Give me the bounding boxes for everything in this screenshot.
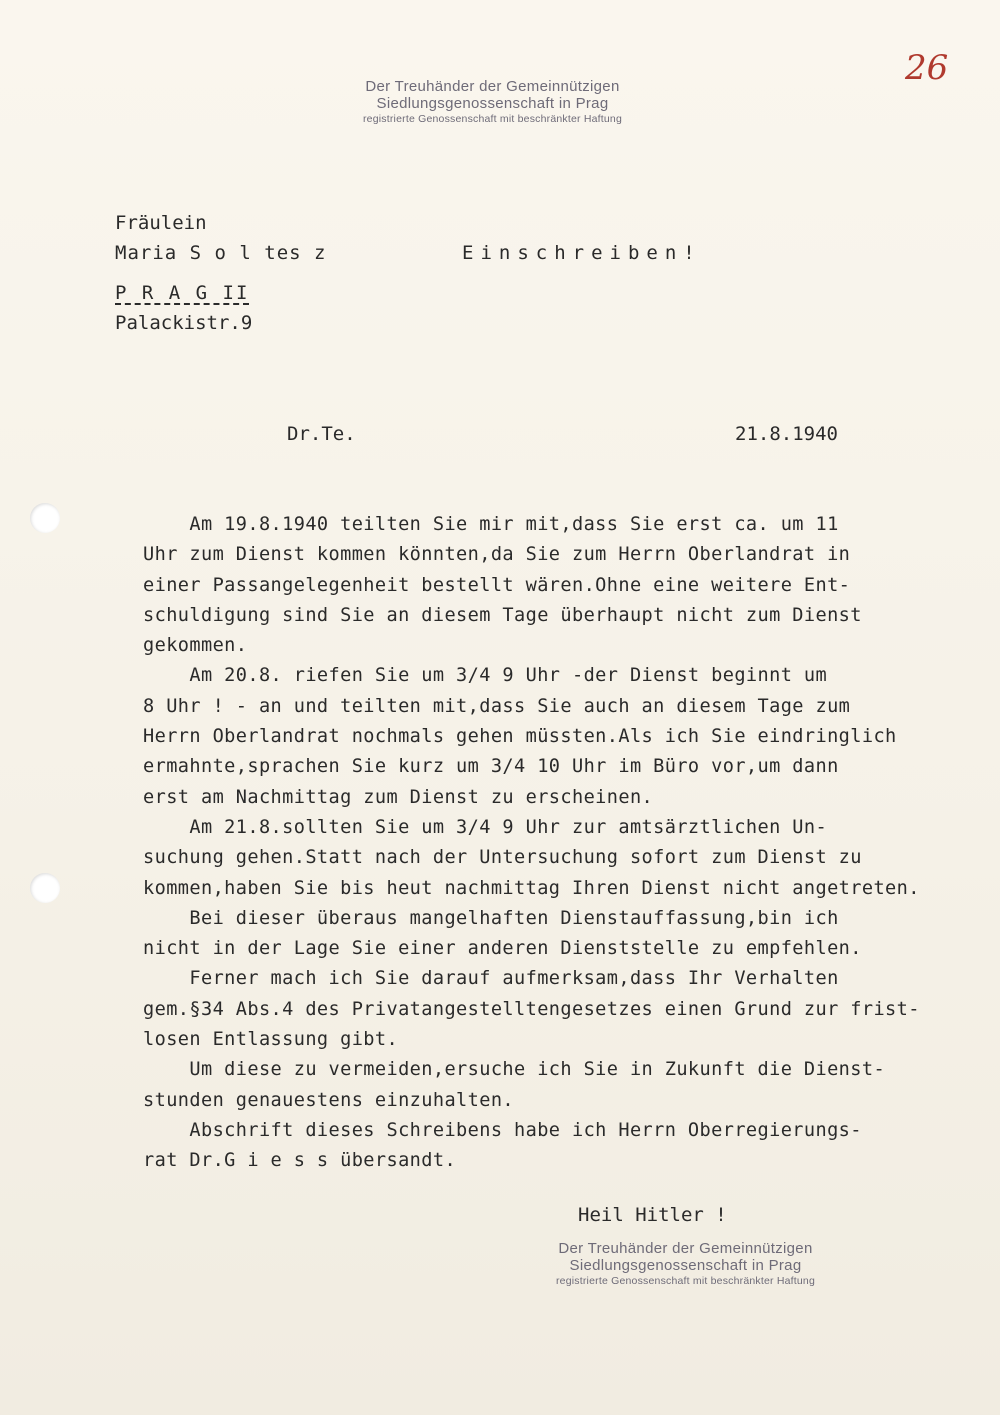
registered-mail-label: Einschreiben!: [462, 242, 702, 264]
reference-initials: Dr.Te.: [287, 423, 356, 445]
recipient-salutation: Fräulein: [115, 212, 207, 234]
body-line: gekommen.: [143, 635, 248, 657]
body-line: gem.§34 Abs.4 des Privatangestelltengesetzes einen Grund zur frist-: [143, 998, 920, 1020]
closing-greeting: Heil Hitler !: [578, 1204, 727, 1226]
letter-body: [143, 510, 963, 1177]
body-line: Ferner mach ich Sie darauf aufmerksam,dass Ihr Verhalten: [143, 968, 839, 990]
signature-stamp-line1: Der Treuhänder der Gemeinnützigen: [558, 1240, 813, 1257]
body-line: Abschrift dieses Schreibens habe ich Herrn Oberregierungs-: [143, 1119, 862, 1141]
body-line: losen Entlassung gibt.: [143, 1029, 399, 1051]
body-line: erst am Nachmittag zum Dienst zu erscheinen.: [143, 786, 654, 808]
body-line: Am 19.8.1940 teilten Sie mir mit,dass Sie erst ca. um 11: [143, 514, 839, 535]
punch-hole: [30, 503, 60, 533]
body-line: 8 Uhr ! - an und teilten mit,dass Sie auch an diesem Tage zum: [143, 695, 851, 717]
body-line: Bei dieser überaus mangelhaften Dienstauffassung,bin ich: [143, 907, 839, 929]
recipient-name: Maria S o l tes z: [115, 242, 327, 264]
body-line: rat Dr.G i e s s übersandt.: [143, 1150, 457, 1172]
signature-stamp-line3: registrierte Genossenschaft mit beschränkter Haftung: [555, 1275, 816, 1287]
body-line: einer Passangelegenheit bestellt wären.Ohne eine weitere Ent-: [143, 574, 851, 596]
signature-stamp: [488, 1240, 883, 1287]
body-line: Am 20.8. riefen Sie um 3/4 9 Uhr -der Dienst beginnt um: [143, 665, 828, 687]
letterhead-line1: Der Treuhänder der Gemeinnützigen: [365, 78, 620, 95]
body-line: ermahnte,sprachen Sie kurz um 3/4 10 Uhr im Büro vor,um dann: [143, 756, 839, 778]
body-line: schuldigung sind Sie an diesem Tage überhaupt nicht zum Dienst: [143, 604, 862, 626]
letterhead-line2: Siedlungsgenossenschaft in Prag: [376, 95, 609, 112]
signature-stamp-line2: Siedlungsgenossenschaft in Prag: [569, 1257, 802, 1274]
folio-number: 26: [905, 48, 949, 88]
body-line: kommen,haben Sie bis heut nachmittag Ihren Dienst nicht angetreten.: [143, 877, 920, 899]
body-line: Am 21.8.sollten Sie um 3/4 9 Uhr zur amtsärztlichen Un-: [143, 816, 828, 838]
punch-hole: [30, 873, 60, 903]
body-line: Uhr zum Dienst kommen könnten,da Sie zum Herrn Oberlandrat in: [143, 544, 851, 566]
recipient-city: P R A G II: [115, 282, 250, 304]
body-line: Um diese zu vermeiden,ersuche ich Sie in Zukunft die Dienst-: [143, 1059, 886, 1081]
letterhead-line3: registrierte Genossenschaft mit beschränkter Haftung: [362, 113, 623, 125]
letter-date: 21.8.1940: [735, 423, 838, 445]
body-line: suchung gehen.Statt nach der Untersuchung sofort zum Dienst zu: [143, 847, 862, 869]
recipient-street: Palackistr.9: [115, 312, 253, 334]
body-line: nicht in der Lage Sie einer anderen Dienststelle zu empfehlen.: [143, 938, 862, 960]
body-line: stunden genauestens einzuhalten.: [143, 1089, 515, 1111]
body-line: Herrn Oberlandrat nochmals gehen müssten.Als ich Sie eindringlich: [143, 726, 897, 748]
letterhead-stamp: [300, 78, 685, 125]
